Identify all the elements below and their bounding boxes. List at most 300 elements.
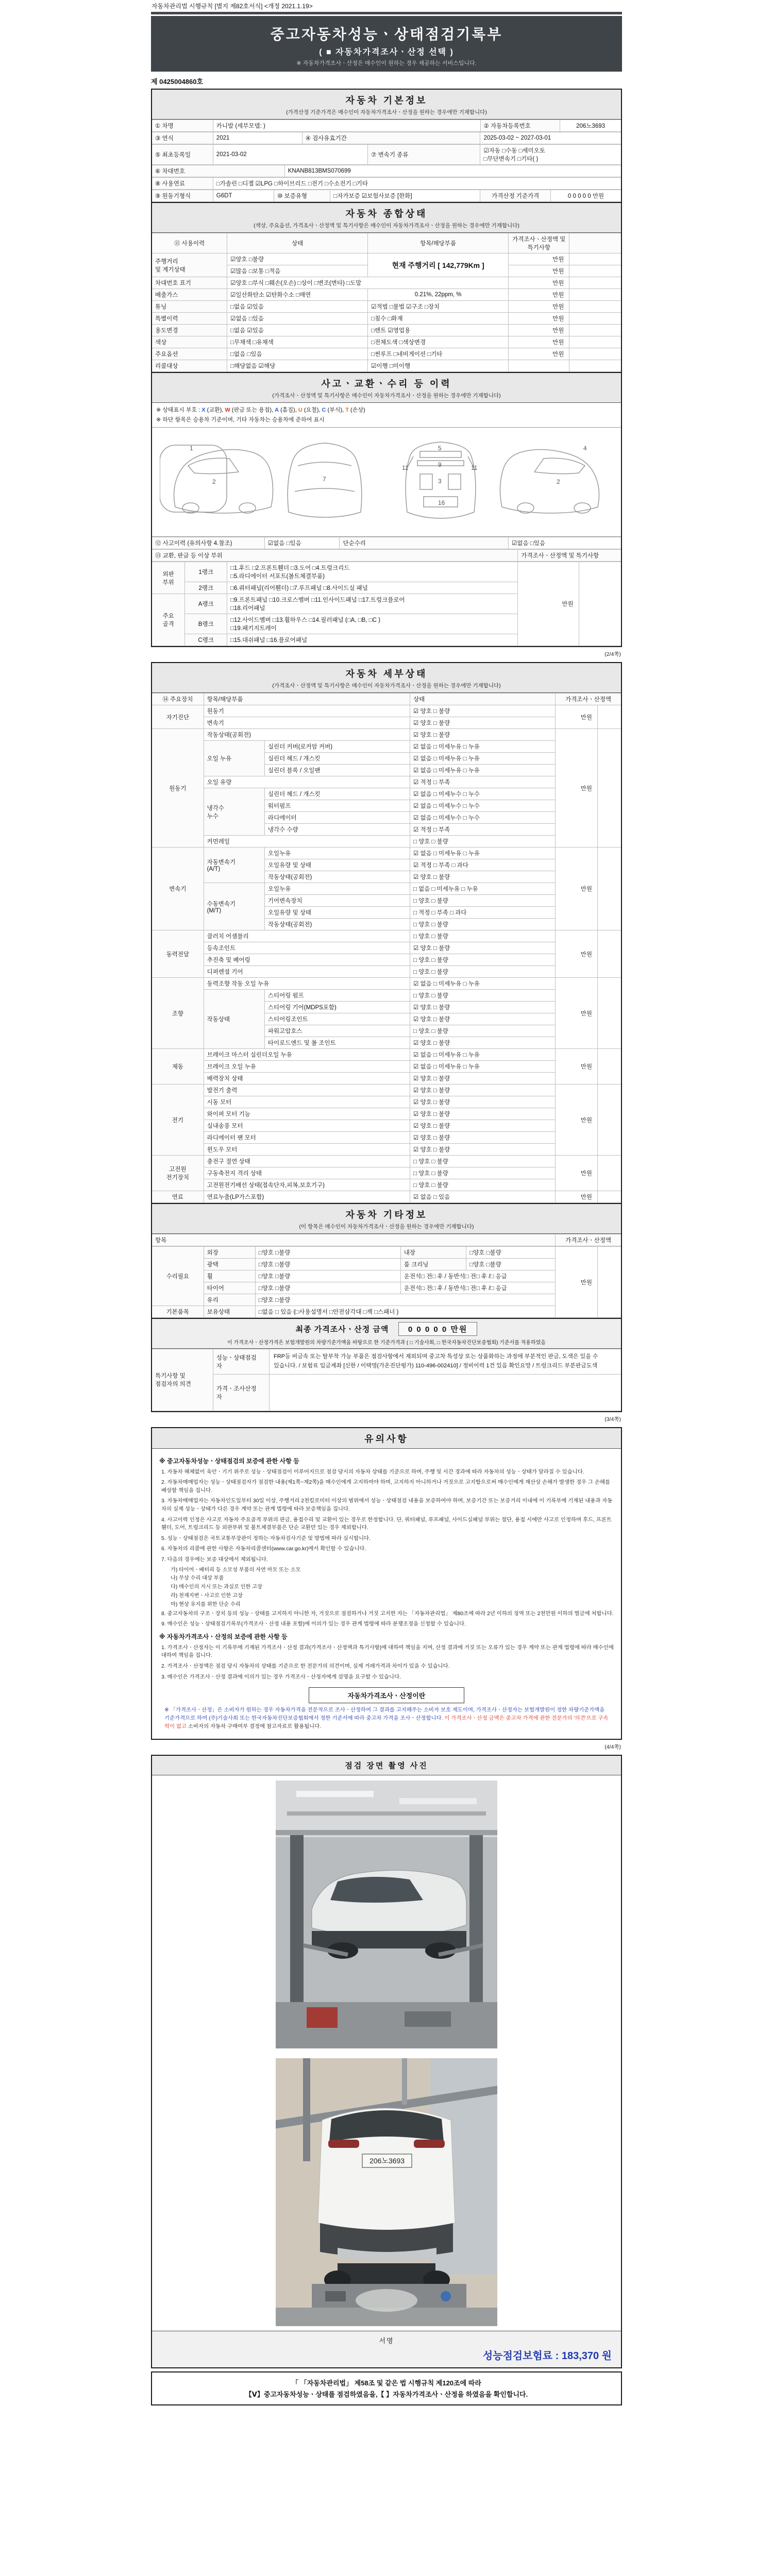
cell: 만원: [509, 325, 569, 336]
detail-device: 변속기: [152, 848, 204, 930]
cell: ☑없음 □있음: [227, 313, 368, 325]
detail-item: 라디에이터 팬 모터: [204, 1132, 410, 1144]
cell: [569, 301, 621, 313]
cell: 만원: [509, 301, 569, 313]
inspection-photo-1: [152, 1775, 621, 2053]
detail-item: 브레이크 마스터 실린더오일 누유: [204, 1049, 410, 1061]
detail-price: 만원: [556, 930, 598, 978]
basic-info-table: [152, 120, 621, 202]
rank-name: B랭크: [185, 614, 227, 634]
cell: ☑많음 □보통 □적음: [227, 265, 368, 277]
detail-item: 구동축전지 격리 상태: [204, 1167, 410, 1179]
cell: [569, 265, 621, 277]
detail-item: 연료누출(LP가스포함): [204, 1191, 410, 1203]
cell: □자가보증 ☑보험사보증 [한화]: [330, 190, 480, 202]
basic-info-row-2: [152, 132, 621, 144]
overall-col-header: [569, 233, 621, 253]
notices-body: [152, 1449, 621, 1739]
detail-state: □ 양호 □ 불량: [410, 895, 555, 907]
rank-part: 주요 골격: [152, 594, 185, 646]
notices-head-1: ※ 중고자동차성능ㆍ상태점검의 보증에 관한 사항 등: [159, 1457, 299, 1465]
svg-text:4: 4: [583, 445, 587, 452]
detail-device: 전기: [152, 1084, 204, 1156]
cell: 리콜대상: [152, 360, 227, 372]
cell: □썬루프 □네비게이션 □기타: [368, 348, 509, 360]
repair-state: □양호 □불량: [255, 1294, 555, 1306]
notice-item: 8. 중고자동차의 구조ㆍ장치 등의 성능ㆍ상태를 고지하지 아니한 자, 거짓으로 점검하거나 거짓 고지한 자는 「자동차관리법」 제80조에 따라 2년 이하의 징역 또는 2천만원 이하의 벌금에 처합니다.: [161, 1611, 614, 1617]
svg-text:7: 7: [323, 476, 326, 483]
repair-state: □양호 □불량: [255, 1282, 400, 1294]
detail-state: □ 양호 □ 불량: [410, 1156, 555, 1167]
detail-price-blank: [597, 848, 621, 930]
legend-segment: (교환),: [205, 407, 225, 413]
cell: 만원: [509, 289, 569, 301]
detail-device: 자기진단: [152, 705, 204, 729]
document-header: [151, 16, 622, 72]
detail-item: 배력장치 상태: [204, 1073, 410, 1084]
appraiser-remarks: [269, 1374, 621, 1411]
legend-segment: ※ 상태표시 부호 :: [156, 407, 202, 413]
basic-item-label: 기본품목: [152, 1306, 204, 1318]
car-diagram: [152, 428, 621, 537]
cell: ⑤ 최초등록일: [152, 145, 213, 165]
detail-col-state: 상태: [410, 693, 555, 705]
price-definition-box-title: 자동차가격조사ㆍ산정이란: [309, 1687, 464, 1703]
overall-title: 자동차 종합상태: [345, 209, 428, 219]
detail-table-grid: [152, 693, 621, 1203]
notice-item: 다) 매수인의 지시 또는 과실로 인한 고장: [171, 1584, 262, 1590]
detail-item: 추진축 및 베어링: [204, 954, 410, 966]
svg-text:2: 2: [212, 478, 216, 486]
detail-item: 원동기: [204, 705, 410, 717]
detail-item: 윈도우 모터: [204, 1144, 410, 1156]
detail-state: ☑ 없음 □ 있음: [410, 1191, 555, 1203]
section-photos: [151, 1755, 622, 2368]
overall-col-header: 상태: [227, 233, 368, 253]
repair-state: □양호 □불량: [255, 1259, 400, 1270]
detail-device: 원동기: [152, 729, 204, 848]
detail-state: ☑ 없음 □ 미세누유 □ 누유: [410, 1049, 555, 1061]
notice-item: 6. 자동차의 리콜에 관한 사항은 자동차리콜센터(www.car.go.kr)에서 확인할 수 있습니다.: [161, 1546, 366, 1552]
svg-text:5: 5: [438, 445, 442, 452]
cell: ⑥ 차대번호: [152, 165, 284, 177]
detail-item: 브레이크 오일 누유: [204, 1061, 410, 1073]
cell: [569, 277, 621, 289]
rank-table-grid: [152, 562, 621, 646]
repair-item: 유리: [204, 1294, 255, 1306]
car-diagram-svg: [160, 430, 613, 531]
other-table-grid: [152, 1246, 621, 1318]
appraiser-label: 가격ㆍ조사산정 자: [213, 1374, 269, 1411]
top-rule: [151, 12, 622, 14]
detail-state: □ 양호 □ 불량: [410, 966, 555, 978]
legend-segment: (손상): [348, 407, 365, 413]
inspector-label: 성능ㆍ상태점검 자: [213, 1349, 269, 1374]
cell: 만원: [509, 253, 569, 265]
detail-item: 실린더 커버(로커암 커버): [264, 741, 410, 753]
detail-state: □ 없음 □ 미세누유 □ 누유: [410, 883, 555, 895]
signature-label: 서명: [379, 2336, 394, 2345]
rank-name: 2랭크: [185, 582, 227, 594]
cell: 만원: [509, 277, 569, 289]
detail-subtitle: (가격조사ㆍ산정액 및 특기사항은 매수인이 자동차가격조사ㆍ산정을 원하는 경우에만 기재합니다): [272, 683, 501, 689]
rank-items: □9.프론트패널 □10.크로스멤버 □11.인사이드패널 □17.트렁크플로어 □18.리어패널: [227, 594, 518, 614]
detail-state: □ 양호 □ 불량: [410, 836, 555, 848]
cell: 주행거리 및 계기상태: [152, 253, 227, 277]
cell: ⑫ 사고이력 (유의사항 4.참조): [152, 537, 264, 549]
photo1-svg: [276, 1781, 497, 2048]
photo-license-plate: 206노3693: [369, 2156, 405, 2165]
detail-col-item: 항목/해당부품: [204, 693, 410, 705]
repair-state2: □양호 □불량: [466, 1259, 556, 1270]
svg-text:9: 9: [438, 461, 442, 469]
other-title: 자동차 기타정보: [345, 1210, 428, 1221]
detail-item: 스티어링 기어(MDPS포함): [264, 1002, 410, 1013]
cell: ⑧ 사용연료: [152, 178, 213, 190]
remarks-table-grid: [152, 1349, 621, 1411]
cell: ③ 연식: [152, 132, 213, 144]
notice-list-1b: [159, 1610, 614, 1629]
repair-detail: 운전석□ 전□ 후 / 동반석□ 전□ 후 /□ 응급: [400, 1282, 555, 1294]
basic-info-row-5: [152, 177, 621, 190]
detail-device: 조향: [152, 978, 204, 1049]
notice-item: 7. 다음의 경우에는 보증 대상에서 제외됩니다.: [161, 1557, 268, 1563]
detail-item: 발전기 출력: [204, 1084, 410, 1096]
cell: [569, 289, 621, 301]
cell: [509, 360, 569, 372]
svg-text:3: 3: [438, 478, 442, 485]
cell: 0 0 0 0 0 만원: [550, 190, 621, 202]
rank-name: A랭크: [185, 594, 227, 614]
detail-item: 워터펌프: [264, 800, 410, 812]
other-price: 만원: [556, 1247, 598, 1318]
photo2-svg: [276, 2058, 497, 2326]
detail-state: □ 양호 □ 불량: [410, 1167, 555, 1179]
cell: G6DT: [213, 190, 274, 202]
cell: 가격조사ㆍ산정액 및 특기사항: [518, 550, 621, 562]
cell: ⑦ 변속기 종류: [368, 145, 480, 165]
notice-item: 마) 현상 유지를 위한 단순 수리: [171, 1601, 241, 1607]
basic-info-header: [152, 90, 621, 120]
other-header: [152, 1203, 621, 1234]
cell: 단순수리: [340, 537, 509, 549]
notice-item: 1. 자동차 해체없이 육안ㆍ기기 위주로 성능ㆍ상태점검이 이루어지므로 점검 당시의 자동차 상태를 기준으로 하며, 주행 및 시간 경과에 따라 자동차의 성능ㆍ상태가 달라질 수 있습니다.: [161, 1469, 584, 1475]
cell: 2021: [213, 132, 302, 144]
cell: ☑없음 □있음: [509, 537, 621, 549]
cell: ① 차명: [152, 120, 213, 132]
detail-item: 실린더 헤드 / 개스킷: [264, 788, 410, 800]
cell: 만원: [509, 265, 569, 277]
cell: [569, 325, 621, 336]
page-marker-2: (2/4쪽): [604, 651, 621, 658]
detail-item: 작동상태(공회전): [264, 871, 410, 883]
price-definition-text: [164, 1706, 609, 1731]
exchange-header-table: [152, 549, 621, 562]
section-detail: [151, 662, 622, 1412]
basic-info-row-4: [152, 165, 621, 177]
overall-col-header: 가격조사ㆍ산정액 및 특기사항: [509, 233, 569, 253]
detail-state: ☑ 양호 □ 불량: [410, 1084, 555, 1096]
repair-item2: 내장: [400, 1247, 466, 1259]
notice-item: 9. 매수인은 성능ㆍ상태점검기록부(가격조사ㆍ산정 내용 포함)에 이의가 있는 경우 관계 법령에 따라 분쟁조정을 신청할 수 있습니다.: [161, 1621, 466, 1628]
cell: [569, 313, 621, 325]
detail-col-price: 가격조사ㆍ산정액: [556, 693, 621, 705]
detail-item: 커먼레일: [204, 836, 410, 848]
price-definition-text-3: 소비자의 자동차 구매여부 결정에 참고자료로 활용됩니다.: [187, 1724, 322, 1730]
basic-item-sublabel: 보유상태: [204, 1306, 255, 1318]
legend-segment: W: [225, 407, 230, 413]
detail-state: ☑ 적정 □ 부족: [410, 824, 555, 836]
detail-state: ☑ 양호 □ 불량: [410, 1002, 555, 1013]
overall-table-grid: [152, 233, 621, 372]
cell: □렌트 ☑영업용: [368, 325, 509, 336]
notice-item: 3. 매수인은 가격조사ㆍ산정 결과에 이의가 있는 경우 가격조사ㆍ산정자에게 설명을 요구할 수 있습니다.: [161, 1674, 401, 1680]
detail-item: 디퍼렌셜 기어: [204, 966, 410, 978]
legend-segment: X: [201, 407, 206, 413]
detail-col-device: ⑭ 주요장치: [152, 693, 204, 705]
footer-line-1: 「 「자동차관리법」 제58조 및 같은 법 시행규칙 제120조에 따라: [292, 2379, 481, 2387]
cell: 카니발 (세부모델: ): [213, 120, 480, 132]
detail-price-blank: [597, 978, 621, 1049]
cell: [569, 336, 621, 348]
svg-text:1: 1: [190, 445, 193, 452]
section-notices: [151, 1427, 622, 1740]
detail-state: □ 양호 □ 불량: [410, 990, 555, 1002]
cell: 206노3693: [560, 120, 621, 132]
basic-info-subtitle: (가격산정 기준가격은 매수인이 자동차가격조사ㆍ산정을 원하는 경우에만 기재합니다): [286, 109, 487, 115]
detail-state: ☑ 없음 □ 미세누수 □ 누수: [410, 800, 555, 812]
cell: 만원: [509, 313, 569, 325]
detail-state: □ 양호 □ 불량: [410, 1025, 555, 1037]
detail-device: 동력전달: [152, 930, 204, 978]
rank-items: □12.사이드멤버 □13.휠하우스 □14.필러패널 (□A, □B, □C ) □19.패키지트레이: [227, 614, 518, 634]
detail-item: 스티어링조인트: [264, 1013, 410, 1025]
notices-title: 유의사항: [364, 1433, 409, 1444]
detail-state: □ 적정 □ 부족 □ 과다: [410, 907, 555, 919]
cell: ☑없음 □있음: [264, 537, 340, 549]
rank-items: □6.쿼터패널(리어휀더) □7.루프패널 □8.사이드실 패널: [227, 582, 518, 594]
other-price-blank: [597, 1247, 621, 1318]
detail-item: 동력조향 작동 오일 누유: [204, 978, 410, 990]
cell: 색상: [152, 336, 227, 348]
detail-state: ☑ 없음 □ 미세누수 □ 누수: [410, 812, 555, 824]
cell: ⑬ 교환, 판금 등 이상 부위: [152, 550, 518, 562]
page-marker-4: (4/4쪽): [604, 1743, 621, 1750]
basic-info-row-1: [152, 120, 621, 132]
detail-device: 연료: [152, 1191, 204, 1203]
detail-item: 실린더 헤드 / 개스킷: [264, 753, 410, 765]
final-price-amount: 0 0 0 0 0 만원: [398, 1322, 478, 1336]
final-price-row: [152, 1318, 621, 1349]
detail-price-blank: [597, 930, 621, 978]
photos-title: 점검 장면 촬영 사진: [152, 1756, 621, 1775]
overall-col-header: ⑪ 사용이력: [152, 233, 227, 253]
cell: □가솔린 □디젤 ☑LPG □하이브리드 □전기 □수소전기 □기타: [213, 178, 621, 190]
footer-line-2: 【Ⅴ】중고자동차성능ㆍ상태를 점검하였음을,【 】자동차가격조사ㆍ산정을 하였음을 확인합니다.: [245, 2390, 528, 2398]
detail-item: 타이로드엔드 및 볼 조인트: [264, 1037, 410, 1049]
overall-subtitle: (색상, 주요옵션, 가격조사ㆍ산정액 및 특기사항은 매수인이 자동차가격조사ㆍ산정을 원하는 경우에만 기재합니다): [254, 223, 519, 229]
cell: KNANB813BMS070699: [284, 165, 621, 177]
final-price-label: 최종 가격조사ㆍ산정 금액: [295, 1325, 389, 1334]
detail-item: 클러치 어셈블리: [204, 930, 410, 942]
detail-device: 고전원 전기장치: [152, 1156, 204, 1191]
svg-text:11: 11: [471, 464, 478, 472]
detail-state: □ 양호 □ 불량: [410, 1179, 555, 1191]
detail-state: ☑ 양호 □ 불량: [410, 717, 555, 729]
cell: □없음 □있음: [227, 348, 368, 360]
cell: [569, 360, 621, 372]
cell: ☑일산화탄소 ☑탄화수소 □매연: [227, 289, 368, 301]
cell: [569, 253, 621, 265]
detail-item: 오일누유: [264, 848, 410, 859]
cell: 만원: [509, 336, 569, 348]
page-subtitle: ( ■ 자동차가격조사ㆍ산정 선택 ): [319, 48, 454, 57]
notice-item: 가) 타이어ㆍ배터리 등 소모성 부품의 자연 마모 또는 소모: [171, 1567, 301, 1573]
rank-name: C랭크: [185, 634, 227, 646]
overall-header: [152, 202, 621, 233]
signature-section: [152, 2331, 621, 2367]
detail-state: □ 양호 □ 불량: [410, 919, 555, 930]
detail-item: 실린더 블록 / 오일팬: [264, 765, 410, 776]
cell: 0.21%, 22ppm, %: [368, 289, 509, 301]
remarks-table: [152, 1349, 621, 1411]
cell: [569, 348, 621, 360]
cell: ④ 검사유효기간: [302, 132, 480, 144]
inspector-remarks: FRP등 비금속 또는 탈부착 가능 부품은 점검사항에서 제외되며 중고차 특성상 또는 상품화하는 과정에 부분적인 판금, 도색은 있을 수 있습니다. / 보험료 입금계좌 [신한 / 이택영(가온진단평가) 110-496-002410] / 정비이력 1건 있음 확인요망 / 트렁크리드 부분판금도색: [269, 1349, 621, 1374]
page-title: 중고자동차성능ㆍ상태점검기록부: [270, 26, 503, 42]
notice-sublist: [159, 1567, 614, 1609]
detail-item: 변속기: [204, 717, 410, 729]
detail-state: ☑ 양호 □ 불량: [410, 1013, 555, 1025]
cell: 용도변경: [152, 325, 227, 336]
detail-state: ☑ 없음 □ 미세누유 □ 누유: [410, 1061, 555, 1073]
detail-item: 오일 유량: [204, 776, 410, 788]
cell: 특별이력: [152, 313, 227, 325]
basic-info-title: 자동차 기본정보: [345, 95, 428, 106]
notice-item: 2. 가격조사ㆍ산정액은 점검 당시 자동차의 상태를 기준으로 한 전문가의 의견이며, 실제 거래가격과 차이가 있을 수 있습니다.: [161, 1664, 450, 1669]
detail-price: 만원: [556, 1049, 598, 1084]
detail-state: ☑ 없음 □ 미세누유 □ 누유: [410, 765, 555, 776]
detail-subgroup: 오일 누유: [204, 741, 264, 776]
detail-subgroup: 작동상태: [204, 990, 264, 1049]
cell: ☑이행 □미이행: [368, 360, 509, 372]
rank-part: 외판 부위: [152, 562, 185, 594]
detail-item: 시동 모터: [204, 1096, 410, 1108]
detail-state: ☑ 적정 □ 부족: [410, 776, 555, 788]
accident-history-row: [152, 537, 621, 549]
detail-subgroup: 냉각수 누수: [204, 788, 264, 836]
notice-item: 4. 사고이력 인정은 사고로 자동차 주요골격 부위의 판금, 용접수리 및 교환이 있는 경우로 한정합니다. 단, 쿼터패널, 루프패널, 사이드실패널 부위는 절단, 용접 시에만 사고로 인정하며 후드, 프론트휀더, 도어, 트렁크리드 등 외판부위 및 볼트체결부품은 단순 교환만 있는 경우 제외합니다.: [161, 1517, 612, 1531]
detail-price-blank: [597, 705, 621, 729]
detail-item: 파워고압호스: [264, 1025, 410, 1037]
overall-condition-table: [152, 233, 621, 372]
detail-state: ☑ 양호 □ 불량: [410, 1144, 555, 1156]
detail-condition-table: [152, 693, 621, 1203]
form-reference: 자동차관리법 시행규칙 [별지 제82호서식] <개정 2021.1.19>: [152, 3, 313, 10]
detail-item: 스티어링 펌프: [264, 990, 410, 1002]
history-header: [152, 372, 621, 403]
page-marker-3: (3/4쪽): [604, 1416, 621, 1422]
overall-col-header: 항목/해당부품: [368, 233, 509, 253]
repair-item: 타이어: [204, 1282, 255, 1294]
detail-state: ☑ 양호 □ 불량: [410, 871, 555, 883]
history-subtitle: (가격조사ㆍ산정액 및 특기사항은 매수인이 자동차가격조사ㆍ산정을 원하는 경우에만 기재합니다): [272, 393, 501, 399]
detail-item: 기어변속장치: [264, 895, 410, 907]
detail-item: 오일유량 및 상태: [264, 859, 410, 871]
detail-price-blank: [597, 1191, 621, 1203]
detail-item: 작동상태(공회전): [264, 919, 410, 930]
svg-text:16: 16: [438, 499, 445, 507]
cell: ⑩ 보증유형: [274, 190, 330, 202]
cell: ☑자동 □수동 □세미오토 □무단변속기 □기타( ): [480, 145, 621, 165]
basic-info-row-3: [152, 144, 621, 165]
detail-price: 만원: [556, 978, 598, 1049]
cell: ☑양호 □불량: [227, 253, 368, 265]
repair-state: □양호 □불량: [255, 1247, 400, 1259]
cell: □없음 ☑있음: [227, 301, 368, 313]
cell: 배출가스: [152, 289, 227, 301]
detail-price: 만원: [556, 1084, 598, 1156]
cell: 만원: [509, 348, 569, 360]
detail-item: 오일유량 및 상태: [264, 907, 410, 919]
legend-segment: (부식),: [326, 407, 346, 413]
detail-item: 충전구 절연 상태: [204, 1156, 410, 1167]
detail-price-blank: [597, 1156, 621, 1191]
detail-item: 고전원전기배선 상태(접속단자,피복,보호기구): [204, 1179, 410, 1191]
cell: ⑨ 원동기형식: [152, 190, 213, 202]
detail-item: 와이퍼 모터 기능: [204, 1108, 410, 1120]
notice-item: 나) 무상 수리 대상 부품: [171, 1575, 224, 1582]
cell: □침수 □화재: [368, 313, 509, 325]
repair-item2: 룸 크리닝: [400, 1259, 466, 1270]
cell: □무채색 □유채색: [227, 336, 368, 348]
cell: 튜닝: [152, 301, 227, 313]
detail-device: 제동: [152, 1049, 204, 1084]
detail-price-blank: [597, 1084, 621, 1156]
inspection-photo-2: [152, 2053, 621, 2331]
repair-state: □양호 □불량: [255, 1270, 400, 1282]
legend-segment: (요철),: [302, 407, 322, 413]
basic-item-state: □없음 □ 있음 (□사용설명서 □안전삼각대 □잭 □스패너 ): [255, 1306, 555, 1318]
state-symbol-legend: [152, 403, 621, 428]
detail-price: 만원: [556, 729, 598, 848]
cell: 현재 주행거리 [ 142,779Km ]: [368, 253, 509, 277]
detail-state: ☑ 양호 □ 불량: [410, 729, 555, 741]
detail-price-blank: [597, 1049, 621, 1084]
detail-state: □ 양호 □ 불량: [410, 954, 555, 966]
detail-price: 만원: [556, 848, 598, 930]
detail-state: ☑ 양호 □ 불량: [410, 705, 555, 717]
inspection-document: [151, 0, 622, 2405]
cell: □전체도색 □색상변경: [368, 336, 509, 348]
detail-state: ☑ 없음 □ 미세누유 □ 누유: [410, 848, 555, 859]
detail-item: 등속조인트: [204, 942, 410, 954]
repair-item: 휠: [204, 1270, 255, 1282]
detail-subgroup: 자동변속기 (A/T): [204, 848, 264, 883]
remarks-label: 특기사항 및 점검자의 의견: [152, 1349, 213, 1411]
repair-detail: 운전석□ 전□ 후 / 동반석□ 전□ 후 /□ 응급: [400, 1270, 555, 1282]
detail-state: ☑ 양호 □ 불량: [410, 1120, 555, 1132]
cell: ☑적법 □불법 ☑구조 □장치: [368, 301, 509, 313]
detail-item: 실내송풍 모터: [204, 1120, 410, 1132]
svg-text:11: 11: [402, 464, 409, 472]
price-definition-text-1: ※ 「가격조사ㆍ산정」은 소비자가 원하는 경우 자동차가격을 전문적으로 조사ㆍ산정하여 그 결과를 고지해주는 소비자 보호 제도이며, 가격조사ㆍ산정자는 보험개발원이 정한 차량기준가액을 기준가격으로 하여 (주)기술사회 또는 한국자동차진단보증협회에서 정한 기준서에 따라 중고차 가격을 조사ㆍ산정합니다.: [164, 1707, 605, 1722]
detail-price: 만원: [556, 705, 598, 729]
legend-line: [156, 405, 617, 415]
footer-confirmation: [151, 2371, 622, 2405]
header-note: ※ 자동차가격조사ㆍ산정은 매수인이 원하는 경우 제공하는 서비스입니다.: [296, 60, 477, 66]
exchange-header-row: [152, 549, 621, 562]
